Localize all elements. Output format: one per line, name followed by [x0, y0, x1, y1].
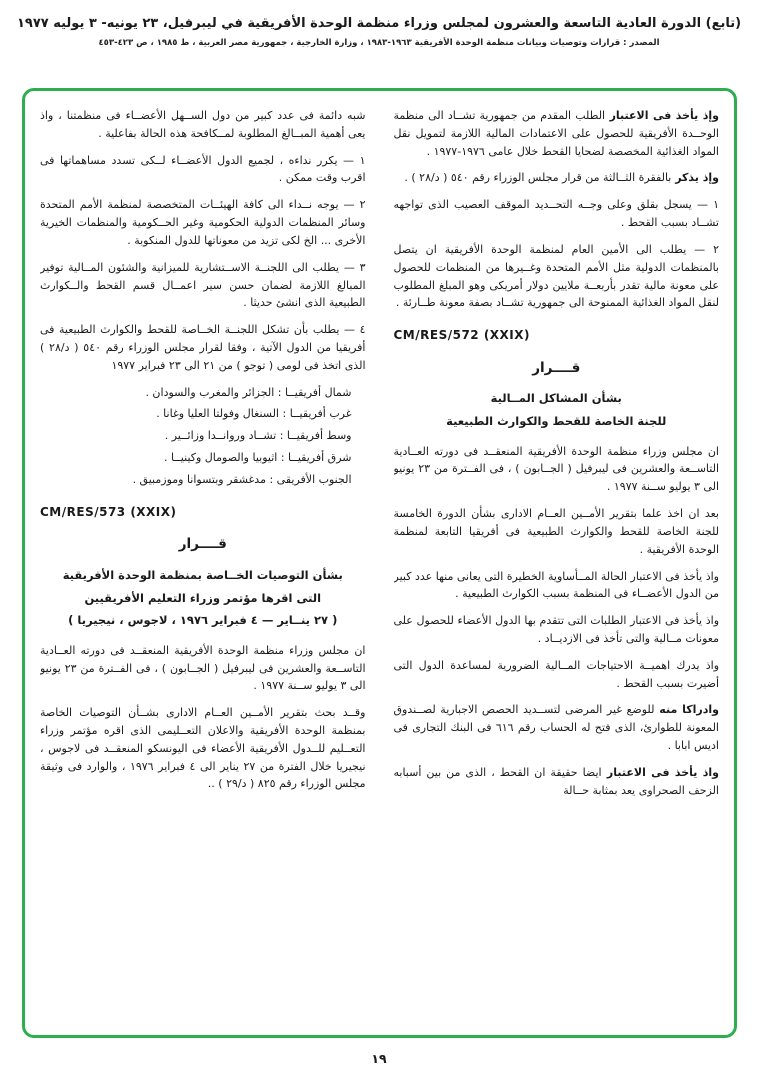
- paragraph: واذ يأخذ فى الاعتبار الطلبات التى تتقدم بها الدول الأعضاء للحصول على معونات مــالية والتى تأخذ فى الازديــاد .: [393, 614, 719, 645]
- region-list: [40, 384, 366, 489]
- paragraph: وادراكا منه للوضع غير المرضى لتســديد الحصص الاجبارية لصــندوق المعونة للطوارئ، الذى فتح له الحساب رقم ٦١٦ فى البنك التجارى فى اديس ابابا .: [393, 703, 719, 753]
- resolution-subtitle: ( ٢٧ ينــاير — ٤ فبراير ١٩٧٦ ، لاجوس ، نيجيريا ): [68, 613, 338, 628]
- bold-lead: وإذ يأخذ فى الاعتبار: [605, 109, 719, 122]
- resolution-heading: قــــرار: [532, 359, 581, 376]
- paragraph: ٢ — يوجه نــداء الى كافة الهيئــات المتخصصة لمنظمة الأمم المتحدة وسائر المنظمات الدولية الحكومية وغير الحــكومية والمنظمات الخيرية الأخرى ... الخ لكى تزيد من معوناتها للدول المنكوبة .: [40, 198, 366, 247]
- paragraph: وإذ يذكر بالفقرة الثــالثة من قرار مجلس الوزراء رقم ٥٤٠ ( د/٢٨ ) .: [404, 171, 719, 185]
- paragraph: واذ يأخذ فى الاعتبار الحالة المــأساوية الخطيرة التى يعانى منها عدد كبير من الدول الأعضــاء فى المنظمة بسبب الكوارث الطبيعية .: [393, 569, 719, 601]
- paragraph: واذ يدرك اهميــة الاحتياجات المــالية الضرورية لمساعدة الدول التى أضيرت بسبب القحط .: [393, 658, 719, 690]
- paragraph: شبه دائمة فى عدد كبير من دول الســهل الأعضــاء فى منظمتنا ، واذ يعى أهمية المبــالغ المطلوبة لمــكافحة هذه الحالة بفاعلية .: [40, 109, 366, 140]
- resolution-subtitle: للجنة الخاصة للقحط والكوارث الطبيعية: [446, 414, 667, 429]
- bold-lead: واذ يأخذ فى الاعتبار: [601, 765, 719, 779]
- paragraph: ان مجلس وزراء منظمة الوحدة الأفريقية المنعقــد فى دورته العــادية التاســعة والعشرين فى ليبرفيل ( الجــابون ) ، فى الفــترة من ٢٣ يونيو الى ٣ يوليو ســنة ١٩٧٧ .: [40, 643, 366, 693]
- paragraph: ٢ — يطلب الى الأمين العام لمنظمة الوحدة الأفريقية ان يتصل بالمنظمات الدولية مثل الأمم المتحدة وغــيرها من المنظمات للحصول على معونة مالية تقدر بأربعــة ملايين دولار أمريكى وهو المبلغ المطلوب لنقل المواد الغذائية الممنوحة الى جمهورية تشــاد بصفة معونة طــارئة .: [393, 242, 719, 310]
- resolution-subtitle: التى اقرها مؤتمر وزراء التعليم الأفريقيين: [84, 590, 322, 605]
- right-column: [394, 107, 720, 1019]
- region-label: غرب أفريقيــا :: [279, 407, 352, 421]
- paragraph: وقــد بحث بتقرير الأمــين العــام الادارى بشــأن التوصيات الخاصة بمنظمة الوحدة الأفريقية والاعلان التعــليمى الذى اقره مؤتمر وزراء التعــليم للــدول الأفريقية الأعضاء فى اليونسكو المنعقــد فى لاجوس ، نيجيريا خلال الفترة من ٢٧ يناير الى ٤ فبراير ١٩٧٦ ، والوارد فى وثيقة مجلس الوزراء رقم ٨٢٥ ( د/٢٩ ) ..: [40, 706, 366, 791]
- region-label: شرق أفريقيــا :: [277, 451, 352, 464]
- region-list-item: وسط أفريقيــا : تشــاد وروانــدا وزائــير .: [164, 429, 352, 443]
- region-label: شمال أفريقيــا :: [274, 385, 352, 399]
- region-list-item: شرق أفريقيــا : اثيوبيا والصومال وكينيــا .: [164, 451, 352, 464]
- paragraph: ٣ — يطلب الى اللجنــة الاســتشارية للميزانية والشئون المــالية توفير المبالغ اللازمة لضمان حسن سير اعمــال قسم القحط والــكوارث الطبيعية الذى انشئ حديثا .: [40, 260, 366, 310]
- paragraph: ١ — يكرر نداءه ، لجميع الدول الأعضــاء لــكى تسدد مساهماتها فى اقرب وقت ممكن .: [40, 153, 366, 185]
- resolution-subtitle: بشأن المشاكل المــالية: [490, 391, 622, 406]
- resolution-ref: CM/RES/573 (XXIX): [40, 504, 177, 519]
- two-column-layout: [40, 107, 719, 1019]
- content-border: [22, 88, 737, 1038]
- paragraph: ١ — يسجل بقلق وعلى وجــه التحــديد الموقف العصيب الذى تواجهه تشــاد بسبب القحط .: [393, 198, 719, 230]
- document-source: المصدر : قرارات وتوصيات وبيانات منظمة الوحدة الأفريقية ١٩٦٣-١٩٨٣ ، وزارة الخارجية ، جمهورية مصر العربية ، ط ١٩٨٥ ، ص ٤٢٣-٤٥٣: [98, 38, 660, 48]
- resolution-heading: قــــرار: [178, 536, 227, 553]
- region-label: وسط أفريقيــا :: [276, 429, 352, 443]
- page-number: ١٩: [371, 1051, 387, 1066]
- resolution-ref: CM/RES/572 (XXIX): [393, 328, 531, 343]
- paragraph: واذ يأخذ فى الاعتبار ايضا حقيقة ان القحط ، الذى من بين أسبابه الزحف الصحراوى يعد بمثابة حــالة: [393, 765, 719, 797]
- region-list-item: غرب أفريقيــا : السنغال وفولتا العليا وغانا .: [156, 407, 352, 421]
- bold-lead: وادراكا منه: [654, 703, 719, 717]
- region-label: الجنوب الأفريقى :: [265, 472, 352, 486]
- region-list-item: الجنوب الأفريقى : مدغشقر وبتسوانا وموزمبيق .: [132, 472, 352, 486]
- paragraph: وإذ يأخذ فى الاعتبار الطلب المقدم من جمهورية تشــاد الى منظمة الوحــدة الأفريقية للحصول على الاعتمادات المالية اللازمة لتمويل نقل المواد الغذائية المخصصة لضحايا القحط خلال عامى ١٩٧٦-١٩٧٧ .: [393, 109, 719, 158]
- resolution-subtitle: بشأن التوصيات الخــاصة بمنظمة الوحدة الأفريقية: [62, 567, 343, 582]
- paragraph: بعد ان اخذ علما بتقرير الأمــين العــام الادارى بشأن الدورة الخامسة للجنة الخاصة للقحط والكوارث الطبيعية فى أفريقيا التابعة لمنظمة الوحدة الأفريقية .: [393, 507, 719, 556]
- document-title: (تابع) الدورة العادية التاسعة والعشرون لمجلس وزراء منظمة الوحدة الأفريقية في ليبرفيل، ٢٣ يونيه- ٣ يوليه ١٩٧٧: [16, 16, 742, 31]
- paragraph: ان مجلس وزراء منظمة الوحدة الأفريقية المنعقــد فى دورته العــادية التاســعة والعشرين فى ليبرفيل ( الجــابون ) ، فى الفــترة من ٢٣ يونيو الى ٣ يوليو ســنة ١٩٧٧ .: [393, 444, 719, 494]
- bold-lead: وإذ يذكر: [671, 171, 719, 185]
- paragraph: ٤ — يطلب بأن تشكل اللجنــة الخــاصة للقحط والكوارث الطبيعية فى أفريقيا من الدول الآتية ، وفقا لقرار مجلس الوزراء رقم ٥٤٠ ( د/٢٨ ) الذى اتخذ فى لومى ( توجو ) من ٢١ الى ٢٣ فبراير ١٩٧٧: [40, 323, 366, 372]
- left-column: [40, 107, 366, 1019]
- region-list-item: شمال أفريقيــا : الجزائر والمغرب والسودان .: [145, 385, 352, 399]
